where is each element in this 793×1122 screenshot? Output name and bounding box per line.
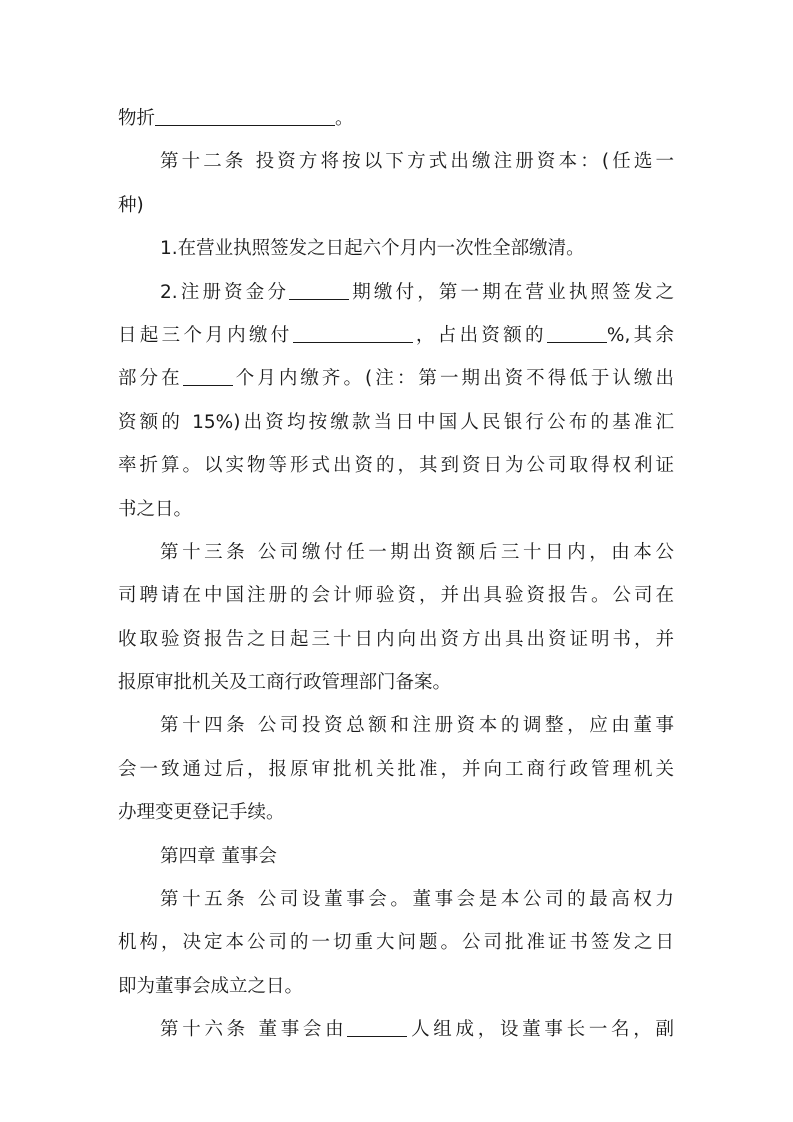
text-line — [118, 314, 674, 357]
line-text: 第十六条 董事会由 — [160, 1019, 348, 1041]
line-text: 日起三个月内缴付 — [118, 324, 293, 346]
text-line — [118, 574, 674, 617]
fill-in-blank — [155, 107, 335, 126]
line-text: 会一致通过后，报原审批机关批准，并向工商行政管理机关 — [118, 758, 674, 780]
text-line — [118, 835, 674, 878]
line-text: 办理变更登记手续。 — [118, 802, 285, 824]
line-text: 书之日。 — [118, 498, 193, 520]
text-line — [118, 357, 674, 400]
text-line — [118, 791, 674, 834]
document-body — [118, 97, 674, 1052]
line-text: 期缴付，第一期在营业执照签发之 — [349, 281, 674, 303]
line-text: 种) — [118, 194, 144, 216]
line-text: 司聘请在中国注册的会计师验资，并出具验资报告。公司在 — [118, 585, 674, 607]
text-line — [118, 748, 674, 791]
line-text: 部分在 — [118, 368, 183, 390]
text-line — [118, 704, 674, 747]
fill-in-blank — [183, 367, 233, 386]
line-text: 物折 — [118, 108, 156, 129]
line-text: %,其余 — [606, 324, 674, 346]
line-text: 收取验资报告之日起三十日内向出资方出具出资证明书，并 — [118, 628, 674, 650]
document-page — [118, 97, 674, 1052]
line-text: 第十三条 公司缴付任一期出资额后三十日内，由本公 — [160, 541, 674, 563]
text-line — [118, 921, 674, 964]
line-text: 第四章 董事会 — [160, 845, 277, 867]
text-line — [118, 531, 674, 574]
text-line — [118, 1008, 674, 1051]
line-text: ，占出资额的 — [412, 324, 547, 346]
text-line — [118, 271, 674, 314]
line-text: 2.注册资金分 — [160, 281, 290, 303]
fill-in-blank — [347, 1018, 407, 1037]
line-text: 即为董事会成立之日。 — [118, 975, 304, 997]
text-line — [118, 488, 674, 531]
fill-in-blank — [289, 281, 349, 300]
text-line — [118, 401, 674, 444]
line-text: 报原审批机关及工商行政管理部门备案。 — [118, 672, 452, 694]
text-line — [118, 878, 674, 921]
fill-in-blank — [293, 324, 413, 343]
line-text: 机构，决定本公司的一切重大问题。公司批准证书签发之日 — [118, 932, 674, 954]
line-text: 资额的 15%)出资均按缴款当日中国人民银行公布的基准汇 — [118, 411, 674, 433]
line-text: 率折算。以实物等形式出资的，其到资日为公司取得权利证 — [118, 455, 674, 477]
fill-in-blank — [547, 324, 607, 343]
text-line — [118, 140, 674, 183]
line-text: 第十二条 投资方将按以下方式出缴注册资本：(任选一 — [160, 151, 674, 173]
line-text: 第十五条 公司设董事会。董事会是本公司的最高权力 — [160, 889, 674, 911]
text-line — [118, 661, 674, 704]
text-line — [118, 227, 674, 270]
text-line — [118, 618, 674, 661]
text-line — [118, 444, 674, 487]
text-line — [118, 965, 674, 1008]
line-text: 个月内缴齐。(注：第一期出资不得低于认缴出 — [232, 368, 674, 390]
text-line — [118, 97, 674, 140]
line-text: 1.在营业执照签发之日起六个月内一次性全部缴清。 — [160, 238, 585, 260]
line-text: 第十四条 公司投资总额和注册资本的调整，应由董事 — [160, 715, 674, 737]
line-text: 。 — [335, 108, 354, 129]
line-text: 人组成，设董事长一名，副 — [407, 1019, 674, 1041]
text-line — [118, 184, 674, 227]
